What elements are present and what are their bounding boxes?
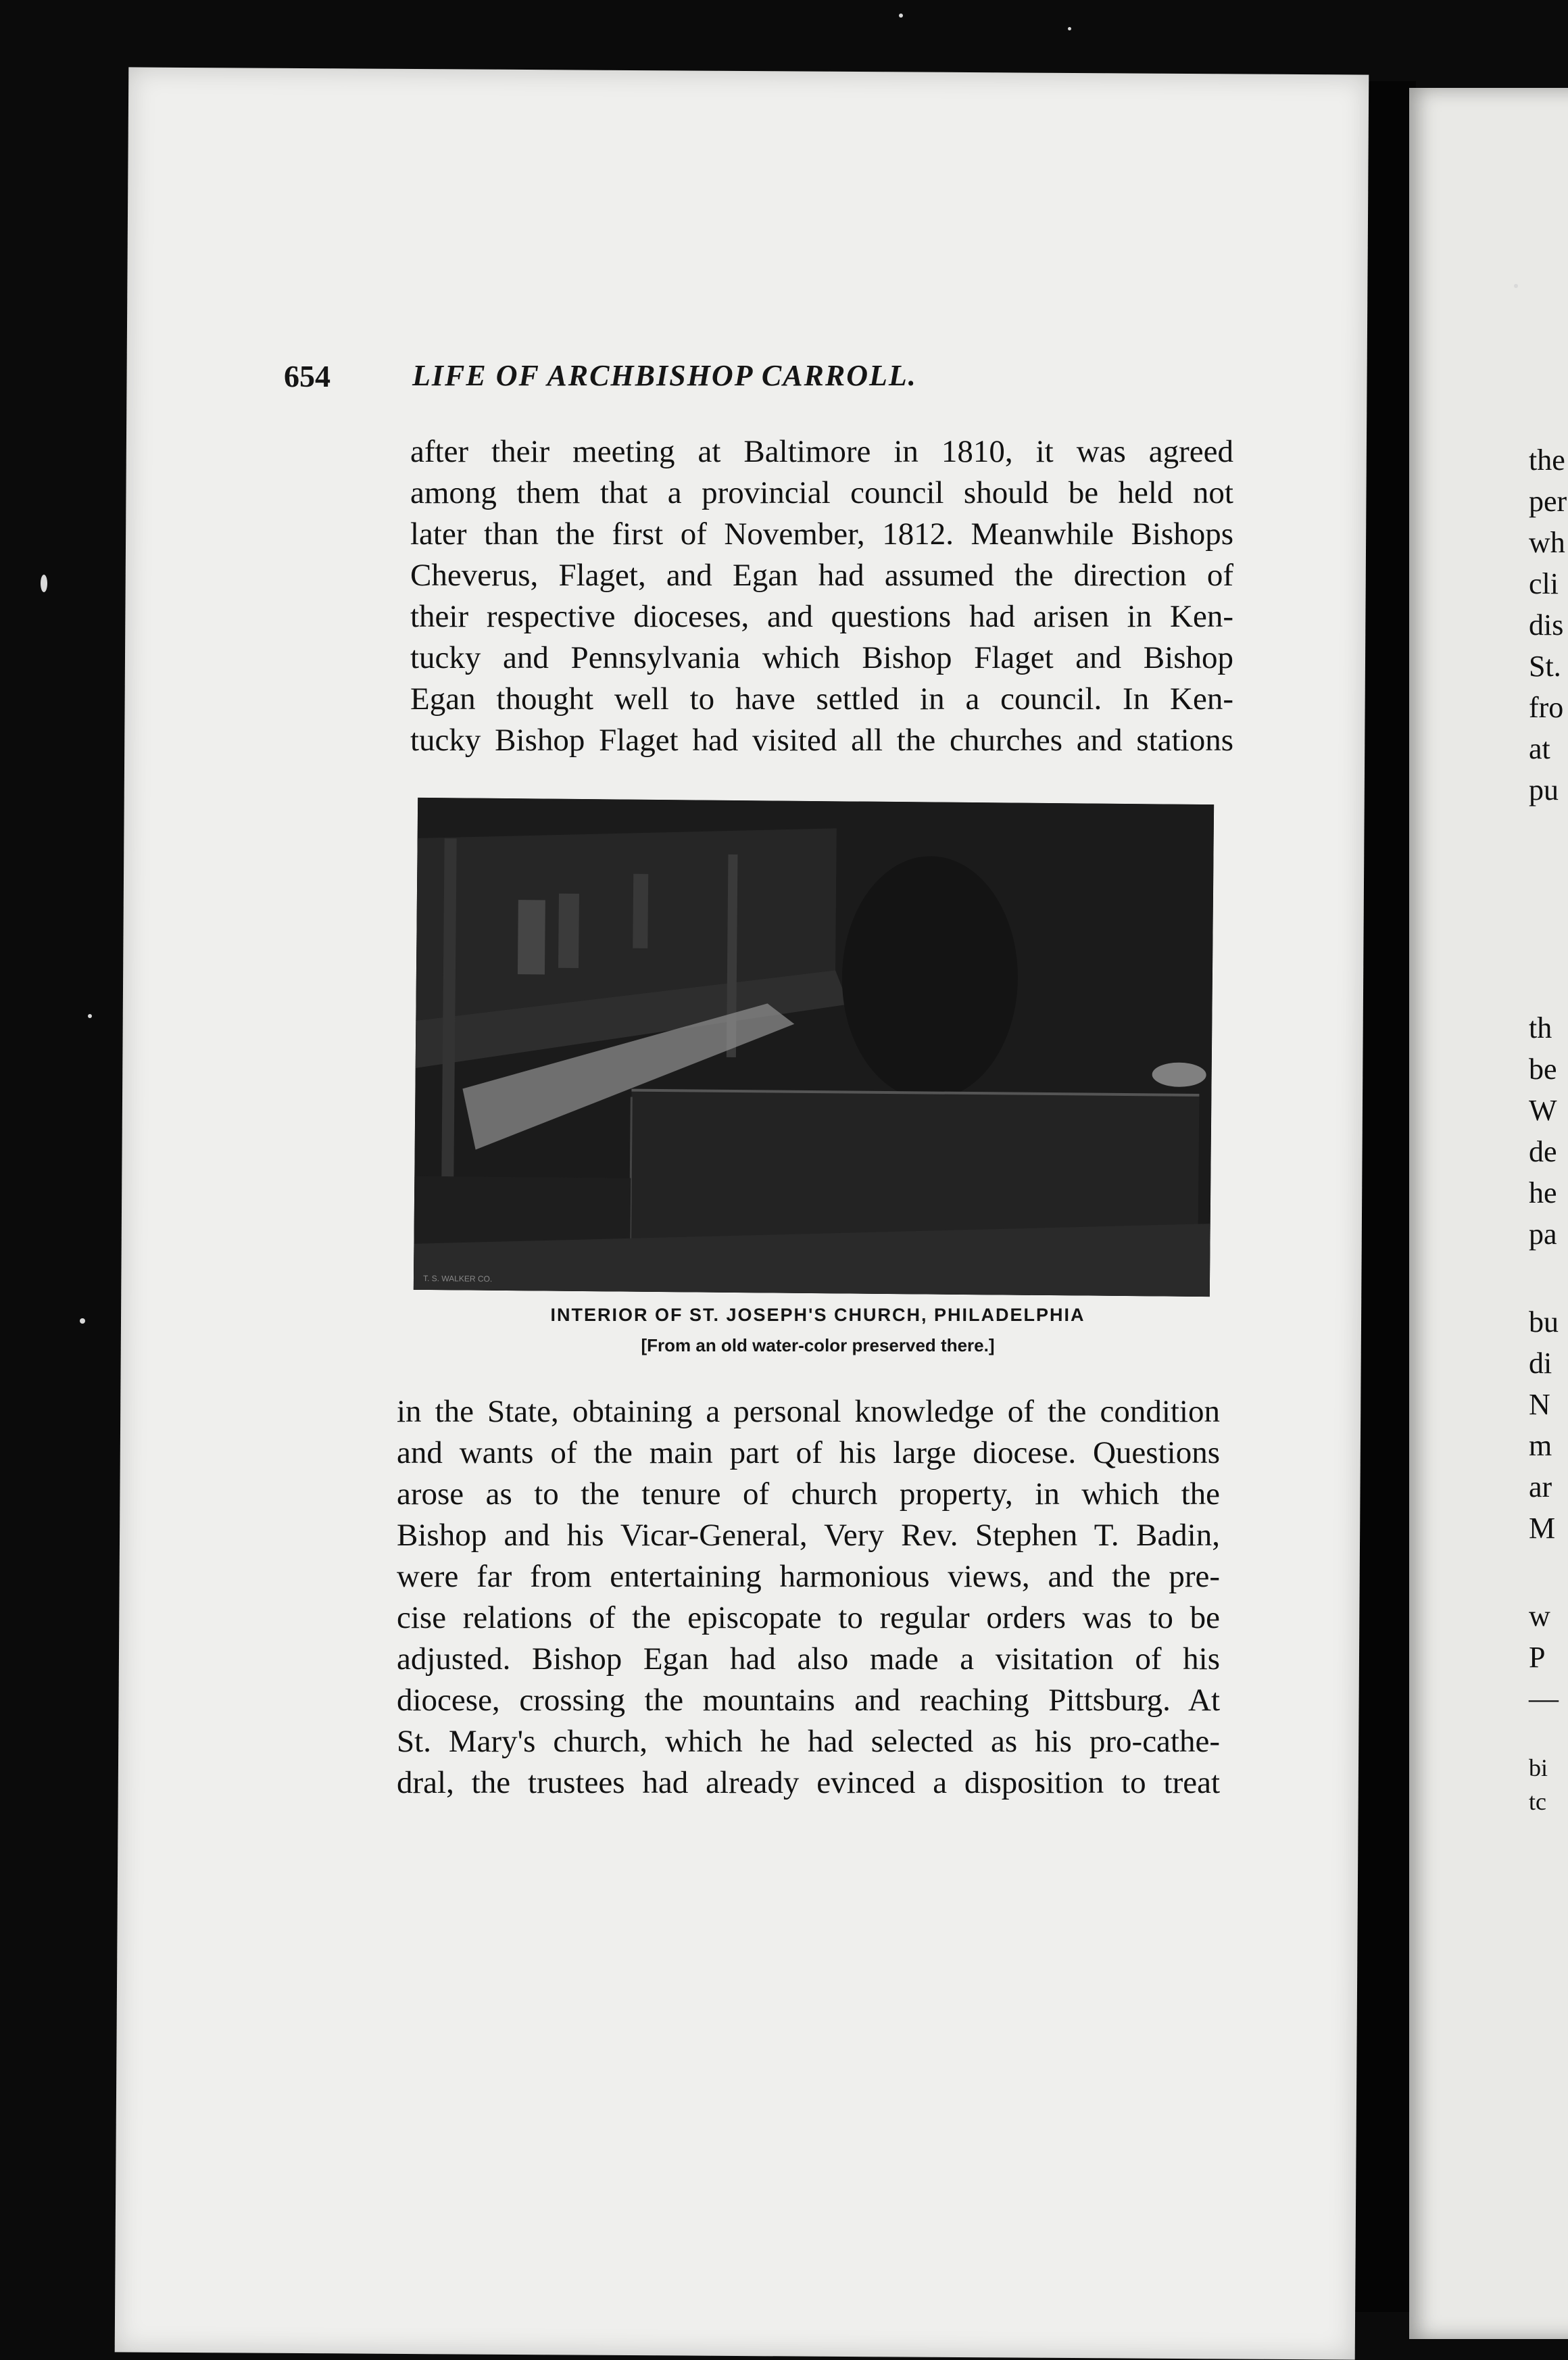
fragment: pa (1529, 1218, 1557, 1251)
fragment: bi (1529, 1754, 1548, 1781)
text-line: Egan thought well to have settled in a council. In Ken- (410, 681, 1233, 717)
fragment: W (1529, 1094, 1557, 1127)
caption-title: INTERIOR OF ST. JOSEPH'S CHURCH, PHILADELPHIA (550, 1305, 1085, 1325)
text-line: among them that a provincial council should be held not (410, 475, 1233, 510)
page-header (284, 358, 1176, 406)
fragment: be (1529, 1053, 1557, 1086)
text-line: diocese, crossing the mountains and reaching Pittsburg. At (397, 1683, 1220, 1718)
fragment: fro (1529, 691, 1564, 724)
fragment: he (1529, 1176, 1557, 1209)
illustration-drawing (414, 798, 1214, 1297)
caption-note: [From an old water-color preserved there.] (641, 1335, 995, 1355)
fragment: N (1529, 1388, 1550, 1421)
fragment: tc (1529, 1788, 1546, 1815)
text-line: tucky Bishop Flaget had visited all the churches and stations (410, 723, 1233, 758)
fragment: at (1529, 732, 1550, 765)
fragment: dis (1529, 608, 1564, 642)
text-line: adjusted. Bishop Egan had also made a visitation of his (397, 1641, 1220, 1677)
fragment: w (1529, 1599, 1550, 1633)
text-line: were far from entertaining harmonious views, and the pre- (397, 1559, 1220, 1594)
text-line: their respective dioceses, and questions had arisen in Ken- (410, 599, 1233, 634)
text-line: St. Mary's church, which he had selected as his pro-cathe- (397, 1724, 1220, 1759)
fragment: th (1529, 1011, 1552, 1044)
fragment: M (1529, 1512, 1556, 1545)
fragment: de (1529, 1135, 1557, 1168)
text-line: Bishop and his Vicar-General, Very Rev. Stephen T. Badin, (397, 1518, 1220, 1553)
fragment: pu (1529, 773, 1559, 806)
text-line: dral, the trustees had already evinced a disposition to treat (397, 1765, 1220, 1800)
fragment: the (1529, 443, 1565, 477)
body-paragraph-bottom (397, 1391, 1220, 1804)
facing-page-fragments-5 (1529, 1751, 1548, 1819)
fragment: — (1529, 1682, 1559, 1715)
page-number: 654 (284, 359, 330, 393)
fragment: wh (1529, 526, 1565, 559)
text-line: cise relations of the episcopate to regular orders was to be (397, 1600, 1220, 1635)
text-line: Cheverus, Flaget, and Egan had assumed the direction of (410, 558, 1233, 593)
running-title: LIFE OF ARCHBISHOP CARROLL. (412, 359, 917, 392)
facing-page-fragments-3 (1529, 1301, 1559, 1549)
text-line: tucky and Pennsylvania which Bishop Flaget and Bishop (410, 640, 1233, 675)
body-paragraph-top (410, 431, 1233, 761)
text-line: in the State, obtaining a personal knowledge of the condition (397, 1394, 1220, 1429)
fragment: P (1529, 1641, 1546, 1674)
fragment: m (1529, 1429, 1552, 1462)
fragment: bu (1529, 1305, 1559, 1339)
engraver-mark: T. S. WALKER CO. (422, 1273, 493, 1284)
text-line: and wants of the main part of his large diocese. Questions (397, 1435, 1220, 1470)
text-line: after their meeting at Baltimore in 1810, it was agreed (410, 434, 1233, 469)
church-interior-illustration (414, 798, 1214, 1297)
facing-page-fragments-2 (1529, 1007, 1557, 1255)
fragment: ar (1529, 1470, 1552, 1503)
fragment: di (1529, 1347, 1552, 1380)
facing-page-fragments-1 (1529, 439, 1567, 811)
text-line: later than the first of November, 1812. Meanwhile Bishops (410, 516, 1233, 552)
fragment: cli (1529, 567, 1559, 600)
facing-page-fragments-4 (1529, 1595, 1559, 1719)
fragment: St. (1529, 650, 1561, 683)
text-line: arose as to the tenure of church property, in which the (397, 1476, 1220, 1512)
fragment: per (1529, 485, 1567, 518)
figure-caption (419, 1305, 1217, 1356)
